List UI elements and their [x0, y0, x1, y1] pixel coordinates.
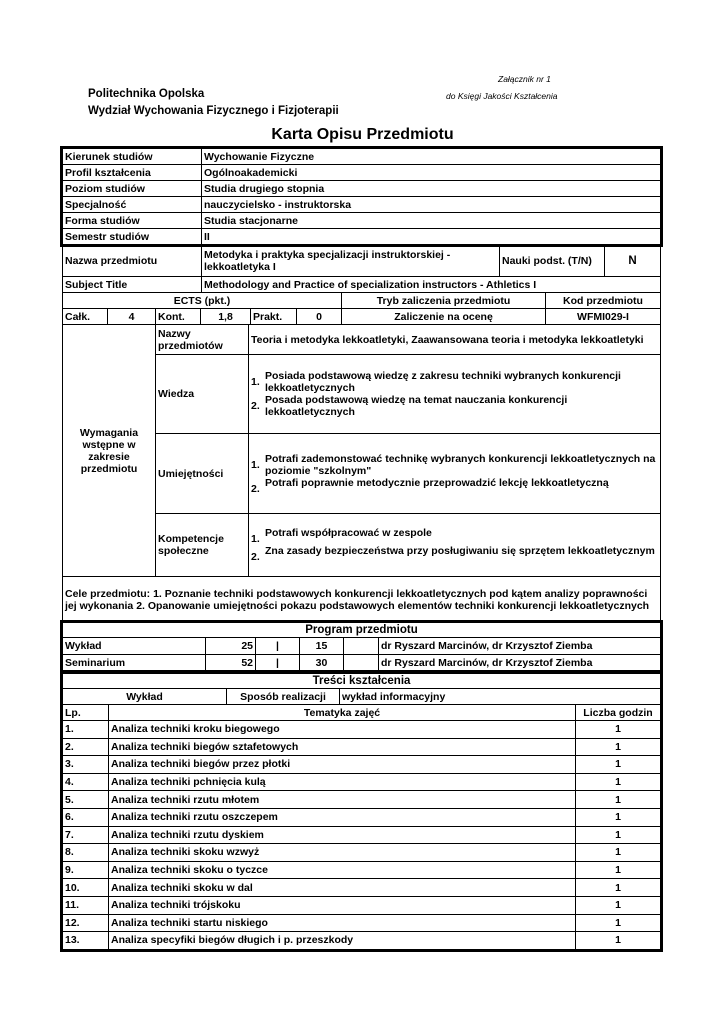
- topic-lp: 5.: [63, 791, 109, 809]
- empty-cell: [344, 638, 379, 655]
- info-value: Wychowanie Fizyczne: [202, 149, 661, 165]
- col-hours: Liczba godzin: [576, 705, 661, 721]
- topic-hours: 1: [576, 808, 661, 826]
- topic-lp: 6.: [63, 808, 109, 826]
- item-number: 2.: [251, 551, 260, 563]
- class-type: Wykład: [63, 638, 206, 655]
- topic-lp: 12.: [63, 914, 109, 932]
- topic-lp: 3.: [63, 756, 109, 774]
- topic-text: Analiza techniki startu niskiego: [109, 914, 576, 932]
- content-form: Wykład: [63, 689, 227, 705]
- ects-contact-label: Kont.: [156, 309, 201, 325]
- item-number: 1.: [251, 376, 260, 388]
- table-row: [63, 896, 661, 914]
- course-code-value: WFMI029-I: [546, 309, 661, 325]
- info-label: Poziom studiów: [63, 181, 202, 197]
- topic-text: Analiza techniki rzutu młotem: [109, 791, 576, 809]
- topic-lp: 10.: [63, 879, 109, 897]
- instructors: dr Ryszard Marcinów, dr Krzysztof Ziemba: [379, 655, 661, 672]
- topic-text: Analiza techniki biegów przez płotki: [109, 756, 576, 774]
- topic-lp: 7.: [63, 826, 109, 844]
- skills-list: [249, 434, 661, 514]
- ects-total-label: Całk.: [63, 309, 108, 325]
- social-competences-list: [249, 514, 661, 577]
- prereq-subjects: Teoria i metodyka lekkoatletyki, Zaawansowana teoria i metodyka lekkoatletyki: [249, 325, 661, 355]
- info-label: Forma studiów: [63, 213, 202, 229]
- page-title: Karta Opisu Przedmiotu: [271, 126, 454, 143]
- list-item: [251, 477, 658, 495]
- topic-hours: 1: [576, 756, 661, 774]
- empty-cell: [344, 655, 379, 672]
- basic-sciences-label: Nauki podst. (T/N): [500, 245, 605, 277]
- topic-text: Analiza techniki rzutu dyskiem: [109, 826, 576, 844]
- attachment-note: Załącznik nr 1: [498, 74, 551, 84]
- info-label: Profil kształcenia: [63, 165, 202, 181]
- subject-table: [62, 244, 661, 293]
- course-code-header: Kod przedmiotu: [546, 293, 661, 309]
- info-value: nauczycielsko - instruktorska: [202, 197, 661, 213]
- item-number: 2.: [251, 400, 260, 412]
- table-row: [63, 791, 661, 809]
- item-text: Potrafi poprawnie metodycznie przeprowadzić lekcję lekkoatletyczną: [265, 476, 609, 489]
- hours-b: 30: [300, 655, 344, 672]
- separator: |: [256, 655, 300, 672]
- topic-text: Analiza specyfiki biegów długich i p. przeszkody: [109, 932, 576, 950]
- assessment-mode-header: Tryb zaliczenia przedmiotu: [342, 293, 546, 309]
- topic-hours: 1: [576, 738, 661, 756]
- topic-text: Analiza techniki biegów sztafetowych: [109, 738, 576, 756]
- item-text: Potrafi współpracować w zespole: [265, 527, 432, 539]
- topic-text: Analiza techniki pchnięcia kulą: [109, 773, 576, 791]
- subject-title-en: Methodology and Practice of specialization instructors - Athletics I: [202, 277, 661, 293]
- subject-name: Metodyka i praktyka specjalizacji instruktorskiej - lekkoatletyka I: [202, 245, 500, 277]
- list-item: [251, 527, 658, 545]
- separator: |: [256, 638, 300, 655]
- instructors: dr Ryszard Marcinów, dr Krzysztof Ziemba: [379, 638, 661, 655]
- ects-practical-value: 0: [297, 309, 342, 325]
- item-number: 1.: [251, 458, 260, 471]
- table-row: [63, 773, 661, 791]
- info-value: Studia stacjonarne: [202, 213, 661, 229]
- topic-hours: 1: [576, 773, 661, 791]
- list-item: [251, 394, 658, 418]
- knowledge-label: Wiedza: [156, 355, 249, 434]
- list-item: [251, 370, 658, 394]
- skills-label: Umiejętności: [156, 434, 249, 514]
- basic-sciences-value: N: [605, 245, 661, 277]
- delivery-method: wykład informacyjny: [340, 689, 661, 705]
- ects-contact-value: 1,8: [201, 309, 251, 325]
- item-text: Potrafi zademonstować technikę wybranych konkurencji lekkoatletycznych na poziomie "szkolnym": [265, 452, 656, 477]
- ects-total-value: 4: [108, 309, 156, 325]
- info-label: Semestr studiów: [63, 229, 202, 245]
- table-row: [63, 808, 661, 826]
- table-row: [63, 861, 661, 879]
- topic-text: Analiza techniki skoku wzwyż: [109, 844, 576, 862]
- social-competences-label: Kompetencje społeczne: [156, 514, 249, 577]
- class-type: Seminarium: [63, 655, 206, 672]
- topic-text: Analiza techniki kroku biegowego: [109, 721, 576, 739]
- program-title: Program przedmiotu: [63, 623, 661, 638]
- study-info-table: [62, 148, 661, 245]
- table-row: [63, 879, 661, 897]
- content-title: Treści kształcenia: [63, 673, 661, 689]
- info-label: Specjalność: [63, 197, 202, 213]
- assessment-mode-value: Zaliczenie na ocenę: [342, 309, 546, 325]
- item-text: Posada podstawową wiedzę na temat nauczania konkurencji lekkoatletycznych: [265, 394, 568, 418]
- topic-text: Analiza techniki trójskoku: [109, 896, 576, 914]
- prereq-subjects-label: Nazwy przedmiotów: [156, 325, 249, 355]
- topic-hours: 1: [576, 844, 661, 862]
- table-row: [63, 932, 661, 950]
- subject-name-label: Nazwa przedmiotu: [63, 245, 202, 277]
- list-item: [251, 453, 658, 477]
- topic-hours: 1: [576, 721, 661, 739]
- topic-lp: 13.: [63, 932, 109, 950]
- topic-lp: 4.: [63, 773, 109, 791]
- topic-lp: 11.: [63, 896, 109, 914]
- hours-b: 15: [300, 638, 344, 655]
- table-row: [63, 721, 661, 739]
- topic-hours: 1: [576, 879, 661, 897]
- program-row: [63, 655, 661, 672]
- col-lp: Lp.: [63, 705, 109, 721]
- item-text: Posiada podstawową wiedzę z zakresu techniki wybranych konkurencji lekkoatletycznych: [265, 370, 621, 394]
- requirements-label: Wymagania wstępne w zakresie przedmiotu: [63, 325, 156, 577]
- quality-book-note: do Księgi Jakości Kształcenia: [446, 91, 558, 101]
- info-value: Studia drugiego stopnia: [202, 181, 661, 197]
- topic-lp: 1.: [63, 721, 109, 739]
- hours-a: 25: [206, 638, 256, 655]
- program-table: [62, 622, 661, 672]
- topic-hours: 1: [576, 896, 661, 914]
- item-number: 2.: [251, 482, 260, 495]
- delivery-method-label: Sposób realizacji: [227, 689, 340, 705]
- topic-hours: 1: [576, 791, 661, 809]
- topic-hours: 1: [576, 932, 661, 950]
- knowledge-list: [249, 355, 661, 434]
- university-name: Politechnika Opolska: [88, 88, 205, 100]
- info-label: Kierunek studiów: [63, 149, 202, 165]
- col-topic: Tematyka zajęć: [109, 705, 576, 721]
- topic-text: Analiza techniki skoku w dal: [109, 879, 576, 897]
- table-row: [63, 844, 661, 862]
- item-text: Zna zasady bezpieczeństwa przy posługiwaniu się sprzętem lekkoatletycznym: [265, 545, 655, 557]
- table-row: [63, 738, 661, 756]
- topic-lp: 9.: [63, 861, 109, 879]
- program-row: [63, 638, 661, 655]
- list-item: [251, 545, 658, 563]
- topic-text: Analiza techniki skoku o tyczce: [109, 861, 576, 879]
- faculty-name: Wydział Wychowania Fizycznego i Fizjoterapii: [88, 105, 339, 117]
- info-value: Ogólnoakademicki: [202, 165, 661, 181]
- item-number: 1.: [251, 533, 260, 545]
- ects-practical-label: Prakt.: [251, 309, 297, 325]
- table-row: [63, 756, 661, 774]
- course-goals: Cele przedmiotu: 1. Poznanie techniki podstawowych konkurencji lekkoatletycznych pod kątem analizy poprawności jej wykonania 2. Opanowanie umiejętności pokazu podstawowych elementów techniki konkurencji lekkoatletycznych: [63, 577, 661, 623]
- ects-header: ECTS (pkt.): [63, 293, 342, 309]
- info-value: II: [202, 229, 661, 245]
- topic-hours: 1: [576, 914, 661, 932]
- table-row: [63, 826, 661, 844]
- topic-lp: 2.: [63, 738, 109, 756]
- hours-a: 52: [206, 655, 256, 672]
- topic-text: Analiza techniki rzutu oszczepem: [109, 808, 576, 826]
- ects-table: [62, 292, 661, 325]
- content-table: [62, 672, 661, 950]
- requirements-table: [62, 324, 661, 623]
- table-row: [63, 914, 661, 932]
- topic-lp: 8.: [63, 844, 109, 862]
- topic-hours: 1: [576, 826, 661, 844]
- topic-hours: 1: [576, 861, 661, 879]
- subject-title-label: Subject Title: [63, 277, 202, 293]
